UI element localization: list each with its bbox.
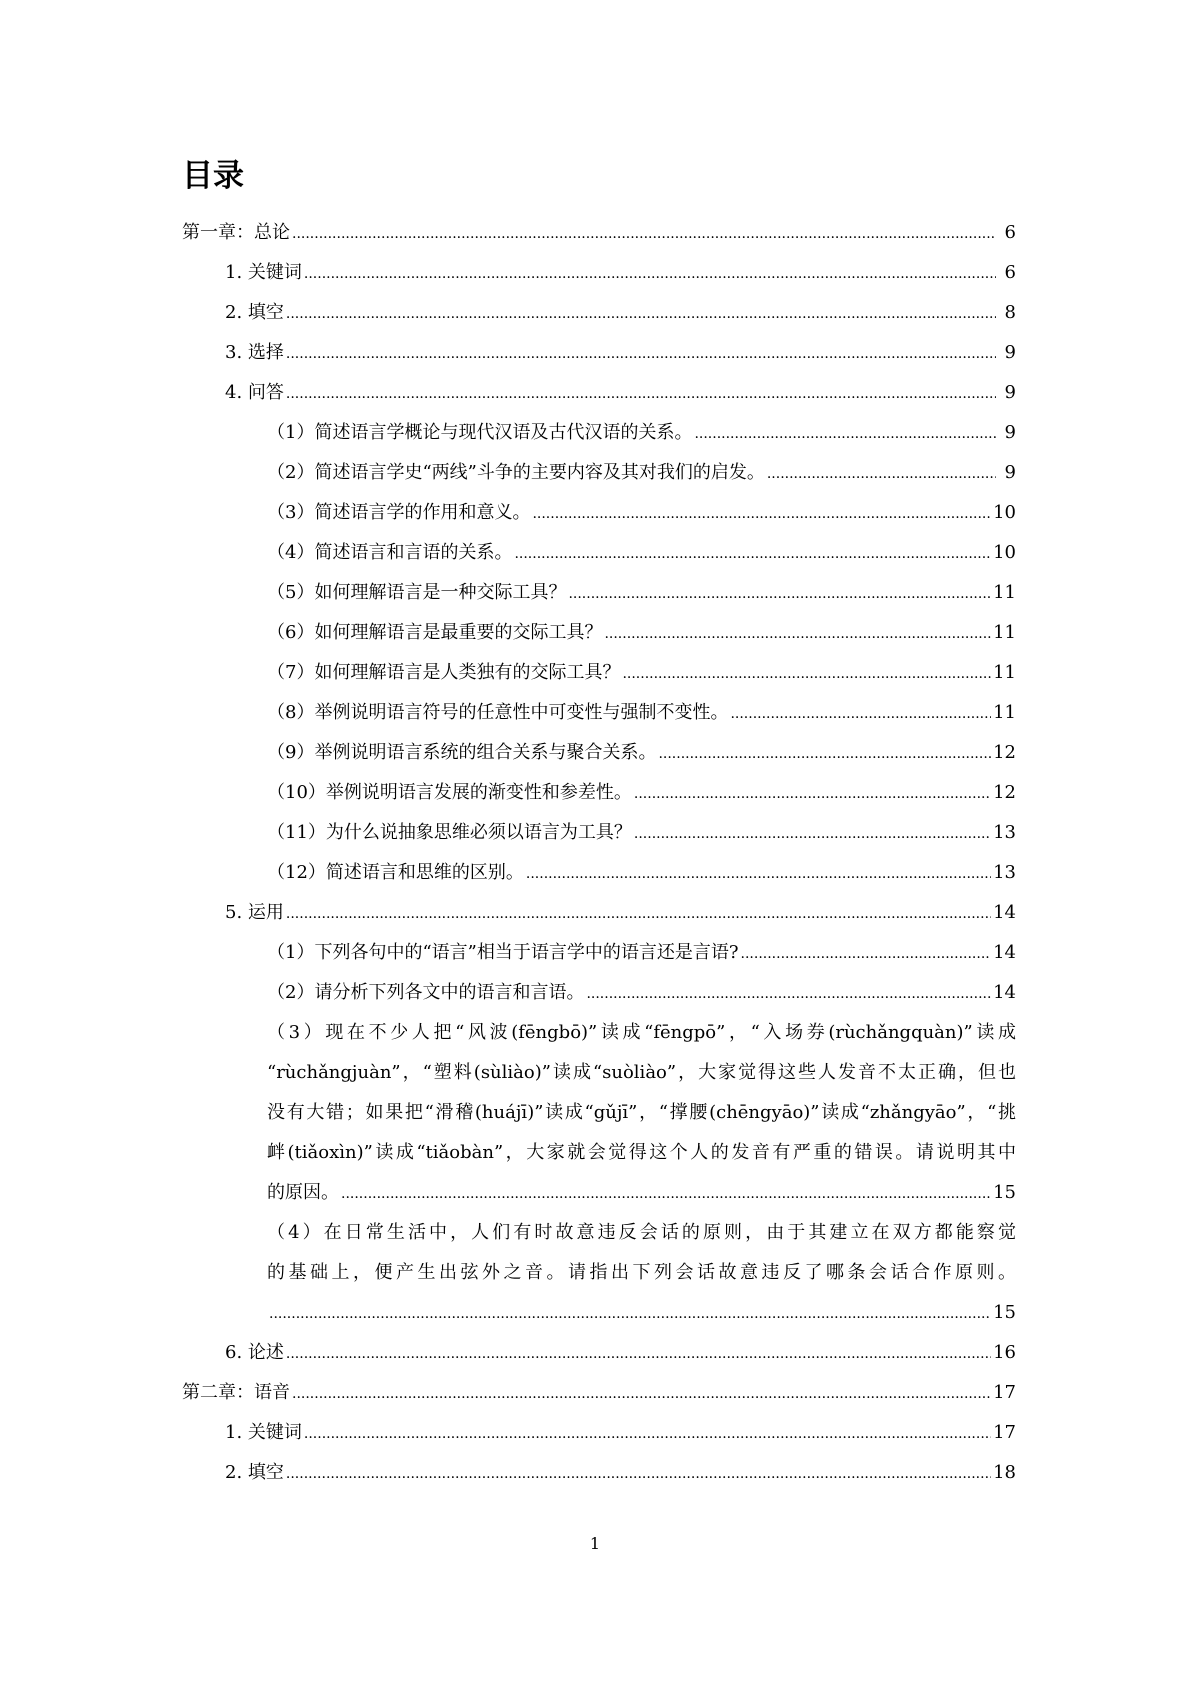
page-number: 1	[589, 1534, 601, 1553]
toc-entry-label: （9）举例说明语言系统的组合关系与聚合关系。	[267, 742, 657, 763]
toc-entry-app-3-line-2[interactable]: “rùchǎngjuàn”，“塑料(sùliào)”读成“suòliào”，大家觉得这些人发音不太正确，但也	[267, 1062, 1016, 1083]
toc-entry-label: 4. 问答	[225, 382, 284, 403]
toc-entry-app-3-line-3[interactable]: 没有大错；如果把“滑稽(huájī)”读成“gǔjī”，“撑腰(chēngyāo)”读成“zhǎngyāo”，“挑	[267, 1102, 1016, 1123]
toc-page-number: 15	[993, 1302, 1016, 1323]
toc-leader-dots	[269, 1294, 991, 1334]
toc-page-number: 12	[993, 742, 1016, 763]
toc-entry-label: 5. 运用	[225, 902, 284, 923]
toc-page-number: 15	[993, 1182, 1016, 1203]
toc-leader-dots	[286, 894, 991, 934]
toc-leader-dots	[292, 1374, 991, 1414]
toc-leader-dots	[341, 1174, 991, 1214]
toc-entry-label: （7）如何理解语言是人类独有的交际工具？	[267, 662, 621, 683]
toc-entry-label: （1）下列各句中的“语言”相当于语言学中的语言还是言语?	[267, 942, 739, 963]
toc-entry-qa-6[interactable]	[267, 613, 1016, 653]
toc-entry-label: 2. 填空	[225, 302, 284, 323]
toc-entry-label: （10）举例说明语言发展的渐变性和参差性。	[267, 782, 632, 803]
toc-leader-dots	[526, 854, 991, 894]
toc-entry-qa-7[interactable]	[267, 653, 1016, 693]
toc-entry-label: （8）举例说明语言符号的任意性中可变性与强制不变性。	[267, 702, 729, 723]
toc-entry-qa-1[interactable]	[267, 413, 1016, 453]
toc-entry-1-keywords[interactable]	[225, 253, 1016, 293]
toc-entry-1-choice[interactable]	[225, 333, 1016, 373]
toc-entry-app-3-line-4[interactable]: 衅(tiǎoxìn)”读成“tiǎobàn”，大家就会觉得这个人的发音有严重的错误。请说明其中	[267, 1142, 1016, 1163]
toc-page-number: 9	[1004, 462, 1016, 483]
toc-page-number: 11	[993, 702, 1016, 723]
toc-page-number: 11	[993, 622, 1016, 643]
toc-page-number: 8	[1004, 302, 1016, 323]
toc-leader-dots	[741, 934, 992, 974]
toc-leader-dots	[604, 614, 991, 654]
toc-leader-dots	[694, 414, 996, 454]
toc-entry-app-3-last-line[interactable]	[267, 1173, 1016, 1213]
toc-leader-dots	[286, 1454, 991, 1494]
toc-entry-label: 1. 关键词	[225, 1422, 302, 1443]
toc-entry-chapter-1[interactable]	[182, 213, 1016, 253]
toc-entry-label: （2）简述语言学史“两线”斗争的主要内容及其对我们的启发。	[267, 462, 765, 483]
toc-title: 目录	[182, 158, 244, 194]
toc-entry-label: 第一章：总论	[182, 222, 290, 243]
toc-entry-2-keywords[interactable]	[225, 1413, 1016, 1453]
toc-leader-dots	[292, 214, 996, 254]
toc-entry-1-essay[interactable]	[225, 1333, 1016, 1373]
toc-entry-qa-9[interactable]	[267, 733, 1016, 773]
toc-page-number: 14	[993, 942, 1016, 963]
toc-entry-chapter-2[interactable]	[182, 1373, 1016, 1413]
toc-page-number: 10	[993, 502, 1016, 523]
toc-page-number: 6	[1004, 222, 1016, 243]
toc-leader-dots	[622, 654, 991, 694]
toc-leader-dots	[634, 774, 991, 814]
toc-entry-app-4-line-1[interactable]: （4）在日常生活中，人们有时故意违反会话的原则，由于其建立在双方都能察觉	[267, 1222, 1016, 1243]
toc-leader-dots	[514, 534, 991, 574]
toc-entry-label: （6）如何理解语言是最重要的交际工具？	[267, 622, 603, 643]
toc-entry-qa-5[interactable]	[267, 573, 1016, 613]
toc-entry-label: 2. 填空	[225, 1462, 284, 1483]
toc-entry-app-3-line-1[interactable]: （3）现在不少人把“风波(fēngbō)”读成“fēngpō”，“入场券(rùchǎngquàn)”读成	[267, 1022, 1016, 1043]
toc-leader-dots	[634, 814, 991, 854]
toc-page-number: 17	[993, 1382, 1016, 1403]
toc-entry-1-application[interactable]	[225, 893, 1016, 933]
toc-leader-dots	[568, 574, 991, 614]
toc-leader-dots	[286, 374, 996, 414]
toc-entry-2-fill-blank[interactable]	[225, 1453, 1016, 1493]
toc-entry-label: （12）简述语言和思维的区别。	[267, 862, 524, 883]
toc-page-number: 13	[993, 862, 1016, 883]
toc-leader-dots	[304, 254, 996, 294]
toc-page-number: 14	[993, 902, 1016, 923]
toc-page-number: 14	[993, 982, 1016, 1003]
toc-leader-dots	[730, 694, 991, 734]
toc-entry-label: 3. 选择	[225, 342, 284, 363]
toc-entry-label: （3）简述语言学的作用和意义。	[267, 502, 531, 523]
toc-entry-label: 第二章：语音	[182, 1382, 290, 1403]
toc-page-number: 10	[993, 542, 1016, 563]
toc-entry-label: 的原因。	[267, 1182, 339, 1203]
toc-page-number: 6	[1004, 262, 1016, 283]
toc-entry-qa-3[interactable]	[267, 493, 1016, 533]
toc-entry-label: （5）如何理解语言是一种交际工具？	[267, 582, 567, 603]
toc-page-number: 9	[1004, 422, 1016, 443]
toc-leader-dots	[286, 1334, 991, 1374]
toc-entry-app-4-last-line[interactable]	[267, 1293, 1016, 1333]
toc-leader-dots	[304, 1414, 991, 1454]
toc-entry-app-4-line-2[interactable]: 的基础上，便产生出弦外之音。请指出下列会话故意违反了哪条会话合作原则。	[267, 1262, 1016, 1283]
toc-entry-label: （4）简述语言和言语的关系。	[267, 542, 513, 563]
toc-page-number: 16	[993, 1342, 1016, 1363]
toc-leader-dots	[286, 334, 996, 374]
toc-entry-qa-10[interactable]	[267, 773, 1016, 813]
toc-entry-label: （2）请分析下列各文中的语言和言语。	[267, 982, 585, 1003]
toc-page-number: 18	[993, 1462, 1016, 1483]
toc-entry-qa-12[interactable]	[267, 853, 1016, 893]
toc-page-number: 13	[993, 822, 1016, 843]
toc-page-number: 17	[993, 1422, 1016, 1443]
toc-leader-dots	[658, 734, 991, 774]
toc-entry-qa-2[interactable]	[267, 453, 1016, 493]
toc-entry-1-qa[interactable]	[225, 373, 1016, 413]
toc-entry-label: （1）简述语言学概论与现代汉语及古代汉语的关系。	[267, 422, 693, 443]
toc-page-number: 9	[1004, 382, 1016, 403]
toc-entry-label: 6. 论述	[225, 1342, 284, 1363]
toc-entry-app-1[interactable]	[267, 933, 1016, 973]
toc-entry-label: 1. 关键词	[225, 262, 302, 283]
toc-leader-dots	[767, 454, 996, 494]
toc-page-number: 11	[993, 582, 1016, 603]
toc-entry-qa-8[interactable]	[267, 693, 1016, 733]
toc-entry-1-fill-blank[interactable]	[225, 293, 1016, 333]
toc-leader-dots	[532, 494, 991, 534]
toc-leader-dots	[286, 294, 996, 334]
toc-leader-dots	[586, 974, 991, 1014]
toc-entry-label: （11）为什么说抽象思维必须以语言为工具？	[267, 822, 632, 843]
toc-entry-qa-4[interactable]	[267, 533, 1016, 573]
toc-page-number: 11	[993, 662, 1016, 683]
toc-entry-qa-11[interactable]	[267, 813, 1016, 853]
toc-entry-app-2[interactable]	[267, 973, 1016, 1013]
toc-page-number: 12	[993, 782, 1016, 803]
toc-page-number: 9	[1004, 342, 1016, 363]
